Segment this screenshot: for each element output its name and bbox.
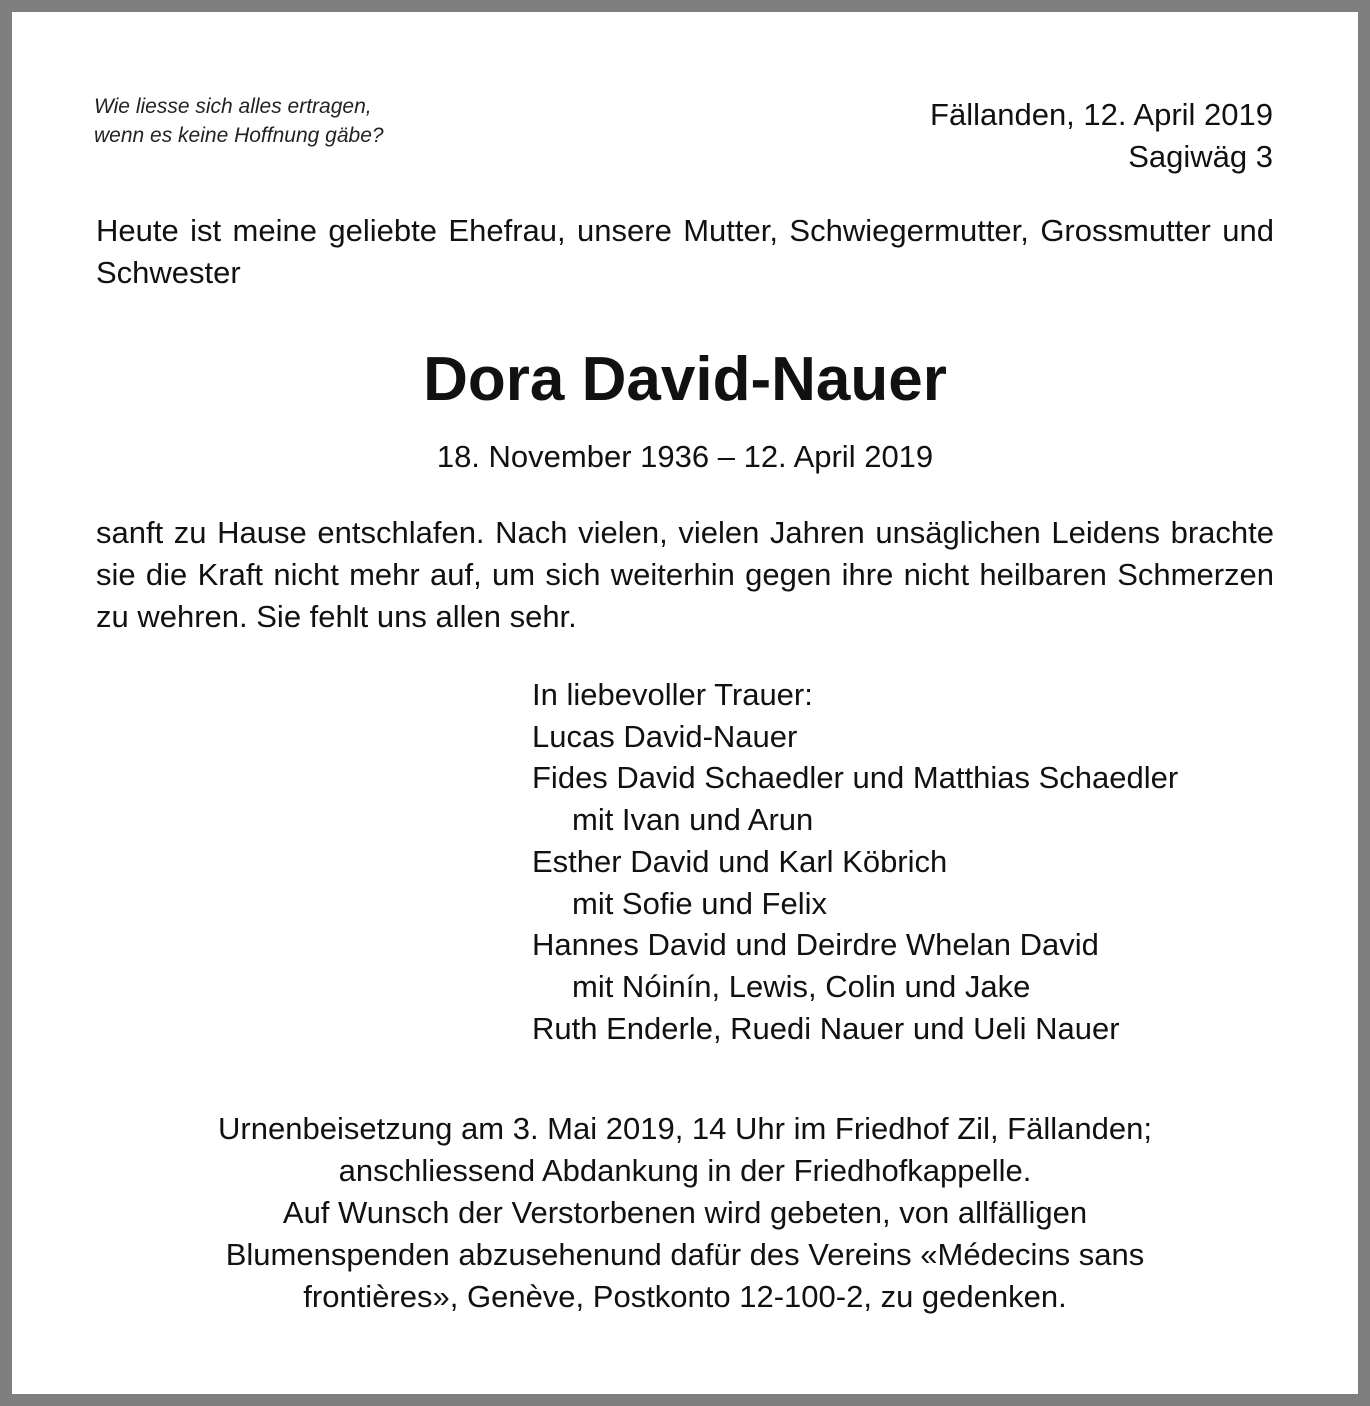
- mourner-children-line: mit Ivan und Arun: [572, 802, 814, 838]
- deceased-name: Dora David-Nauer: [423, 345, 947, 414]
- mourner-children-line: mit Sofie und Felix: [572, 885, 827, 921]
- mourner-line: Hannes David und Deirdre Whelan David: [532, 927, 1099, 963]
- place-date-block: [930, 94, 1273, 178]
- mourners-list: [532, 674, 1178, 1049]
- body-paragraph: sanft zu Hause entschlafen. Nach vielen, vielen Jahren unsäglichen Leidens brachte sie die Kraft nicht mehr auf, um sich weiterhin gegen ihre nicht heilbaren Schmerzen zu wehren. Sie fehlt uns allen sehr.: [96, 515, 1274, 634]
- funeral-line: anschliessend Abdankung in der Friedhofkappelle.: [338, 1153, 1032, 1188]
- motto-quote: [94, 92, 384, 150]
- funeral-line: frontières», Genève, Postkonto 12-100-2, zu gedenken.: [303, 1279, 1067, 1314]
- life-dates: 18. November 1936 – 12. April 2019: [436, 439, 934, 474]
- funeral-line: Blumenspenden abzusehenund dafür des Vereins «Médecins sans: [225, 1237, 1145, 1272]
- mourner-line: Esther David und Karl Köbrich: [532, 843, 948, 879]
- place-date: Fällanden, 12. April 2019: [930, 97, 1273, 132]
- funeral-line: Auf Wunsch der Verstorbenen wird gebeten, von allfälligen: [282, 1195, 1088, 1230]
- funeral-line: Urnenbeisetzung am 3. Mai 2019, 14 Uhr im Friedhof Zil, Fällanden;: [218, 1111, 1152, 1146]
- mourner-line: Fides David Schaedler und Matthias Schaedler: [532, 760, 1179, 796]
- address: Sagiwäg 3: [1128, 139, 1273, 174]
- mourner-children-line: mit Nóinín, Lewis, Colin und Jake: [572, 968, 1031, 1004]
- motto-line: Wie liesse sich alles ertragen,: [94, 95, 372, 118]
- mourners-heading: In liebevoller Trauer:: [532, 677, 813, 712]
- intro-paragraph: Heute ist meine geliebte Ehefrau, unsere Mutter, Schwiegermutter, Grossmutter und Schwester: [96, 213, 1274, 290]
- mourner-line: Ruth Enderle, Ruedi Nauer und Ueli Nauer: [532, 1010, 1120, 1046]
- funeral-notice: [12, 1108, 1358, 1318]
- obituary-page: [12, 12, 1358, 1394]
- mourner-line: Lucas David-Nauer: [532, 718, 798, 754]
- motto-line: wenn es keine Hoffnung gäbe?: [94, 124, 384, 147]
